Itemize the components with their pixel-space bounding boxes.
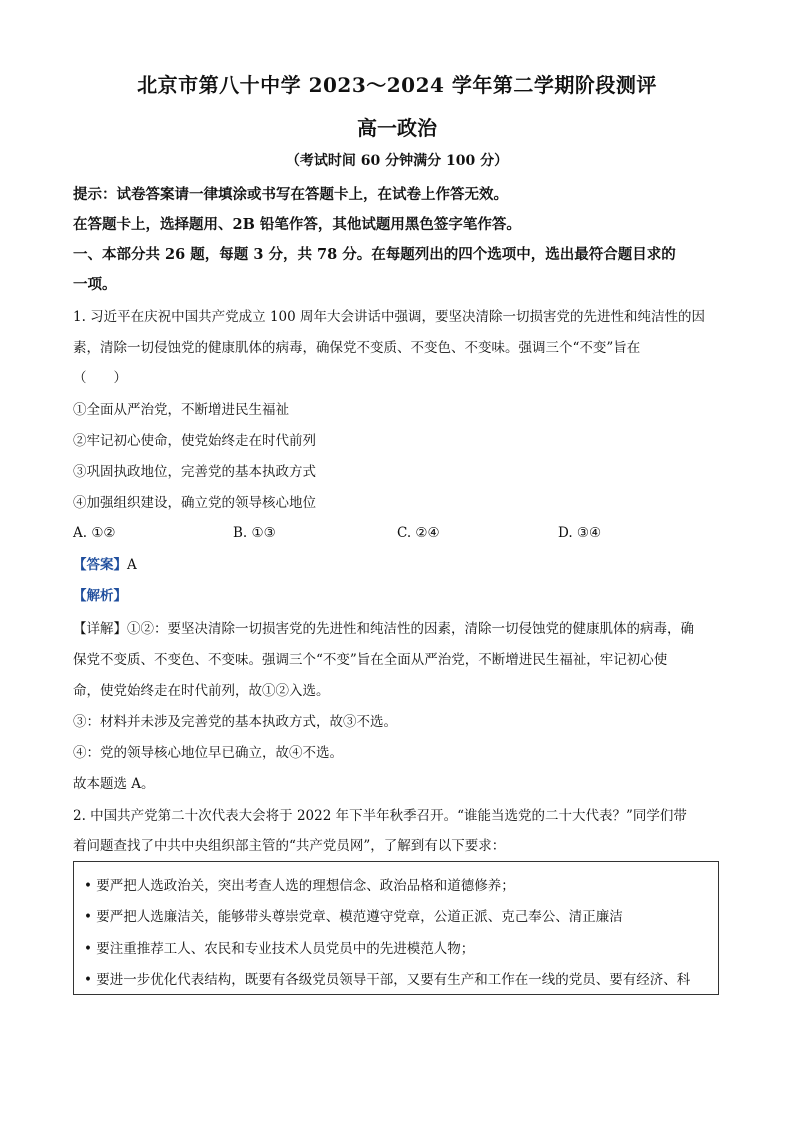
q1-detail-line-4: ③：材料并未涉及完善党的基本执政方式，故③不选。 xyxy=(73,714,397,730)
q2-requirement-1: • 要严把人选政治关，突出考查人选的理想信念、政治品格和道德修养； xyxy=(84,878,515,894)
q1-analysis xyxy=(73,586,127,606)
q1-option-d: D. ③④ xyxy=(558,525,602,541)
q2-stem-line-2: 着问题查找了中共中央组织部主管的“共产党员网”，了解到有以下要求： xyxy=(73,838,506,854)
answer-value: A xyxy=(127,557,137,573)
detail-text-1: ①②：要坚决清除一切损害党的先进性和纯洁性的因素，清除一切侵蚀党的健康肌体的病毒，确 xyxy=(127,621,694,637)
q1-detail-line-2: 保党不变质、不变色、不变味。强调三个“不变”旨在全面从严治党，不断增进民生福祉，牢记初心使 xyxy=(73,652,668,668)
q1-options xyxy=(73,525,733,545)
q1-option-a: A. ①② xyxy=(73,525,116,541)
analysis-tag: 【解析】 xyxy=(73,588,127,604)
q1-answer xyxy=(73,555,137,575)
q1-stem-line-1: 1. 习近平在庆祝中国共产党成立 100 周年大会讲话中强调，要坚决清除一切损害党的先进性和纯洁性的因 xyxy=(73,309,706,325)
q1-detail-line-3: 命，使党始终走在时代前列，故①②入选。 xyxy=(73,683,330,699)
q2-requirement-3: • 要注重推荐工人、农民和专业技术人员党员中的先进模范人物； xyxy=(84,941,475,957)
q1-statement-1: ①全面从严治党，不断增进民生福祉 xyxy=(73,402,289,418)
q2-requirements-box xyxy=(73,861,719,995)
q1-statement-4: ④加强组织建设，确立党的领导核心地位 xyxy=(73,495,316,511)
q1-detail-line-1 xyxy=(73,619,694,639)
exam-time-info: （考试时间 60 分钟满分 100 分） xyxy=(285,153,509,169)
exam-title: 北京市第八十中学 2023～2024 学年第二学期阶段测评 xyxy=(137,73,657,97)
q2-stem-line-1: 2. 中国共产党第二十次代表大会将于 2022 年下半年秋季召开。“谁能当选党的二十大代表？”同学们带 xyxy=(73,808,687,824)
detail-tag: 【详解】 xyxy=(73,621,127,637)
q1-statement-2: ②牢记初心使命，使党始终走在时代前列 xyxy=(73,433,316,449)
q1-option-c: C. ②④ xyxy=(397,525,440,541)
q1-stem-line-2: 素，清除一切侵蚀党的健康肌体的病毒，确保党不变质、不变色、不变味。强调三个“不变”旨在 xyxy=(73,340,641,356)
q1-statement-3: ③巩固执政地位，完善党的基本执政方式 xyxy=(73,464,316,480)
q1-conclusion: 故本题选 A。 xyxy=(73,776,155,792)
section-heading-line-1: 一、本部分共 26 题，每题 3 分，共 78 分。在每题列出的四个选项中，选出最符合题目求的 xyxy=(73,246,676,263)
q1-option-b: B. ①③ xyxy=(233,525,276,541)
instruction-line-2: 在答题卡上，选择题用、2B 铅笔作答，其他试题用黑色签字笔作答。 xyxy=(73,216,521,233)
q2-requirement-4: • 要进一步优化代表结构，既要有各级党员领导干部，又要有生产和工作在一线的党员、要有经济、科 xyxy=(84,972,691,988)
q1-answer-blank: （ ） xyxy=(73,370,127,386)
q1-detail-line-5: ④：党的领导核心地位早已确立，故④不选。 xyxy=(73,745,343,761)
exam-subject: 高一政治 xyxy=(357,116,437,140)
answer-tag: 【答案】 xyxy=(73,557,127,573)
section-heading-line-2: 一项。 xyxy=(73,276,117,293)
instruction-line-1: 提示：试卷答案请一律填涂或书写在答题卡上，在试卷上作答无效。 xyxy=(73,186,508,203)
q2-requirement-2: • 要严把人选廉洁关，能够带头尊崇党章、模范遵守党章，公道正派、克己奉公、清正廉洁 xyxy=(84,909,623,925)
